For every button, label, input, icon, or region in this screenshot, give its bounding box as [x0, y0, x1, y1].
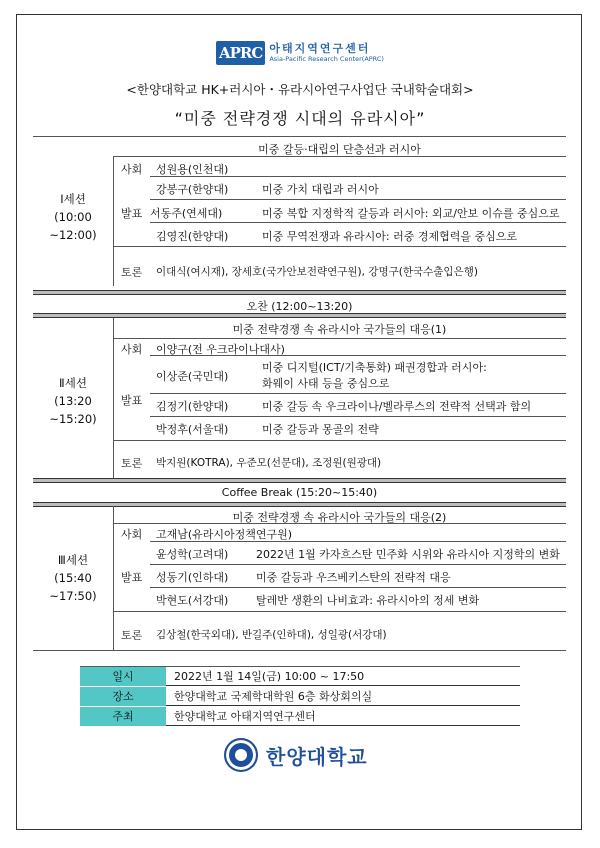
- presenter-name: 윤성학(고려대): [156, 548, 229, 561]
- presentation-title: 미중 갈등과 우즈베키스탄의 전략적 대응: [256, 571, 451, 584]
- session-1-label: [33, 190, 113, 244]
- university-logo: [224, 738, 368, 772]
- presentation-title: 미중 가치 대립과 러시아: [262, 183, 379, 196]
- presentation-title: 미중 갈등과 몽골의 전략: [262, 423, 379, 436]
- university-seal-icon: [224, 738, 258, 772]
- session-3-time-end: ~17:50): [49, 589, 97, 603]
- info-row-date: [80, 667, 520, 686]
- presenter-name: 김영진(한양대): [156, 230, 229, 243]
- presenter-name: 강봉구(한양대): [156, 183, 229, 196]
- session-2-time-end: ~15:20): [49, 412, 97, 426]
- divider: [113, 523, 566, 524]
- info-key: 장소: [80, 687, 166, 706]
- session-1-time-start: (10:00: [54, 210, 92, 224]
- chair-role-label: 사회: [121, 163, 143, 176]
- logo-korean-text: 아태지역연구센터: [269, 42, 371, 55]
- session-1-topic: 미중 갈등·대립의 단층선과 러시아: [258, 143, 421, 156]
- double-divider: [33, 290, 566, 295]
- presenter-role-label: 발표: [121, 394, 143, 407]
- presentation-title: 미중 무역전쟁과 유라시아: 러중 경제협력을 중심으로: [262, 230, 517, 243]
- lunch-break: 오찬 (12:00~13:20): [246, 300, 353, 313]
- presentation-title: 미중 복합 지정학적 갈등과 러시아: 외교/안보 이슈를 중심으로: [262, 207, 560, 220]
- aprc-logo-mark: APRC: [216, 41, 265, 65]
- session-1-name: Ⅰ세션: [60, 192, 86, 206]
- divider: [113, 156, 566, 157]
- chair-role-label: 사회: [121, 528, 143, 541]
- session-2-name: Ⅱ세션: [59, 376, 87, 390]
- conference-title: “미중 전략경쟁 시대의 유라시아”: [174, 109, 426, 128]
- divider: [150, 199, 566, 200]
- presentation-title: 탈레반 생환의 나비효과: 유라시아의 정세 변화: [256, 594, 480, 607]
- session-2-discussants: 박지원(KOTRA), 우준모(선문대), 조정원(원광대): [156, 457, 382, 469]
- divider: [150, 355, 566, 356]
- discussant-role-label: 토론: [121, 457, 143, 470]
- divider: [150, 222, 566, 223]
- conference-subtitle: <한양대학교 HK+러시아・유라시아연구사업단 국내학술대회>: [126, 82, 474, 97]
- presentation-title-line-2: 화웨이 사태 등을 중심으로: [262, 377, 390, 390]
- presentation-title: 미중 갈등 속 우크라이나/벨라루스의 전략적 선택과 함의: [262, 400, 532, 413]
- presenter-name: 이상준(국민대): [156, 370, 229, 383]
- presenter-name: 박정후(서울대): [156, 423, 229, 436]
- session-3-discussants: 김상철(한국외대), 반길주(인하대), 성일광(서강대): [156, 629, 387, 641]
- divider: [150, 587, 566, 588]
- university-name: 한양대학교: [266, 744, 368, 769]
- chair-role-label: 사회: [121, 343, 143, 356]
- column-divider: [113, 506, 114, 650]
- divider: [113, 338, 566, 339]
- session-3-time-start: (15:40: [54, 571, 92, 585]
- info-value: 한양대학교 아태지역연구센터: [166, 707, 520, 726]
- session-2-label: [33, 374, 113, 428]
- coffee-break: Coffee Break (15:20~15:40): [221, 486, 378, 499]
- presenter-name: 김정기(한양대): [156, 400, 229, 413]
- double-divider: [33, 478, 566, 483]
- logo-english-text: Asia-Pacific Research Center(APRC): [269, 55, 384, 63]
- info-key: 주최: [80, 707, 166, 726]
- presenter-role-label: 발표: [121, 207, 143, 220]
- divider: [113, 440, 566, 441]
- session-1-chair: 성원용(인천대): [156, 163, 229, 176]
- divider: [113, 611, 566, 612]
- info-row-host: [80, 707, 520, 726]
- divider: [150, 416, 566, 417]
- divider: [150, 541, 566, 542]
- presentation-title: 2022년 1월 카자흐스탄 민주화 시위와 유라시아 지정학의 변화: [256, 548, 560, 561]
- presenter-name: 서동주(연세대): [150, 207, 223, 220]
- session-3-topic: 미중 전략경쟁 속 유라시아 국가들의 대응(2): [232, 511, 447, 524]
- session-1-time-end: ~12:00): [49, 228, 97, 242]
- divider: [150, 176, 566, 177]
- divider: [33, 650, 566, 651]
- divider: [150, 564, 566, 565]
- divider: [33, 136, 566, 137]
- info-row-venue: [80, 687, 520, 706]
- session-3-chair: 고재남(유라시아정책연구원): [156, 528, 293, 541]
- session-1-discussants: 이대식(여시재), 장세호(국가안보전략연구원), 강명구(한국수출입은행): [156, 266, 478, 278]
- discussant-role-label: 토론: [121, 629, 143, 642]
- divider: [113, 246, 566, 247]
- presenter-name: 박현도(서강대): [156, 594, 229, 607]
- session-2-topic: 미중 전략경쟁 속 유라시아 국가들의 대응(1): [232, 323, 447, 336]
- presentation-title: 미중 디지털(ICT/기축통화) 패권경합과 러시아:: [262, 361, 487, 374]
- session-3-label: [33, 551, 113, 605]
- column-divider: [113, 318, 114, 478]
- session-3-name: Ⅲ세션: [57, 553, 89, 567]
- divider: [150, 393, 566, 394]
- session-2-time-start: (13:20: [54, 394, 92, 408]
- info-value: 한양대학교 국제학대학원 6층 화상회의실: [166, 687, 520, 706]
- info-key: 일시: [80, 667, 166, 686]
- aprc-logo: [216, 40, 384, 66]
- column-divider: [113, 156, 114, 286]
- discussant-role-label: 토론: [121, 266, 143, 279]
- session-2-chair: 이양구(전 우크라이나대사): [156, 343, 285, 356]
- presenter-role-label: 발표: [121, 571, 143, 584]
- presenter-name: 성동기(인하대): [156, 571, 229, 584]
- info-value: 2022년 1월 14일(금) 10:00 ~ 17:50: [166, 667, 520, 686]
